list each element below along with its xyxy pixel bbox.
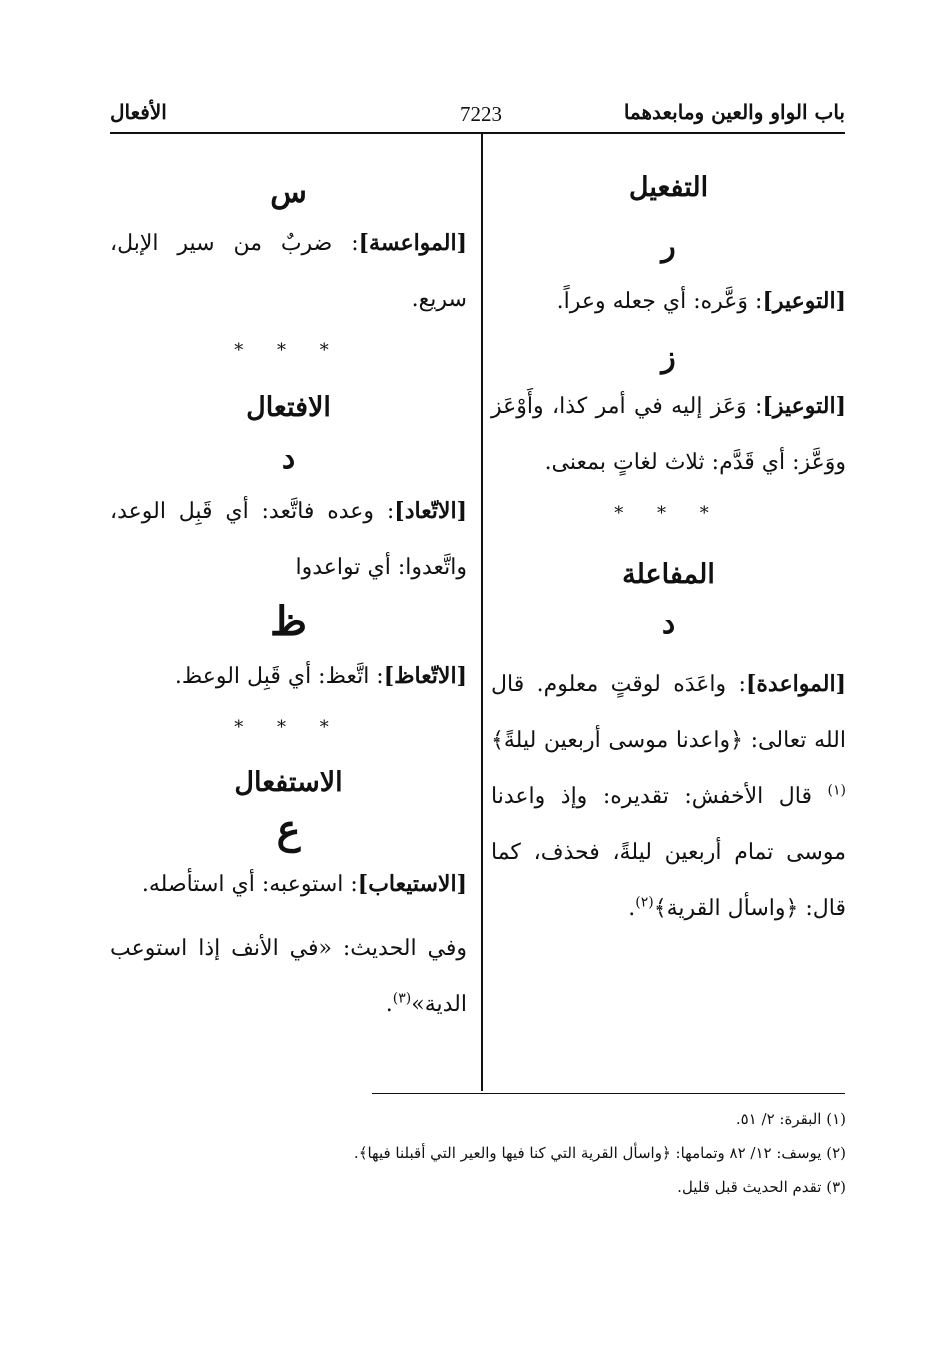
entry-text: : ضربٌ من سير الإبل، سريع.	[110, 231, 467, 312]
entry-text: .	[628, 896, 636, 922]
entry-istiaab	[110, 856, 467, 913]
letter-heading-za: ظ	[270, 598, 307, 646]
entry-term: [الاستيعاب]	[357, 871, 467, 898]
section-separator-stars: * * *	[234, 340, 343, 361]
left-column	[110, 175, 467, 1033]
footnote-rule	[372, 1093, 845, 1094]
footnote-ref-3: (٣)	[392, 990, 412, 1007]
entry-text: : وَعَّره: أي جعله وعراً.	[556, 289, 763, 315]
section-title-mufa-ala: المفاعلة	[622, 559, 715, 591]
section-title-ifti-al: الافتعال	[246, 392, 331, 423]
letter-heading-zay: ز	[661, 340, 676, 376]
footnote-ref-2: (٢)	[635, 894, 654, 911]
entry-text: .	[385, 992, 393, 1018]
entry-term: [الاتّعاد]	[394, 498, 467, 525]
column-divider	[481, 133, 483, 1091]
section-separator-stars: * * *	[234, 717, 343, 739]
entry-hadith	[110, 921, 467, 1033]
entry-text: : وعده فاتَّعد: أي قَبِل الوعد، واتَّعدوا: أي تواعدوا	[110, 499, 467, 581]
right-column	[491, 170, 846, 937]
footnote-3: (٣) تقدم الحديث قبل قليل.	[677, 1178, 846, 1196]
entry-term: [التوعير]	[762, 288, 846, 315]
entry-text: : استوعبه: أي استأصله.	[141, 872, 358, 898]
page-header	[110, 100, 845, 132]
entry-tawir	[491, 273, 846, 330]
section-title-taf-il: التفعيل	[628, 172, 709, 203]
entry-text: : واعَدَه لوقتٍ معلوم. قال الله تعالى: ﴿واعدنا موسى أربعين ليلةً﴾	[491, 672, 846, 754]
letter-heading-dal: د	[281, 441, 296, 477]
entry-term: [المواعسة]	[358, 230, 467, 256]
entry-text: وفي الحديث: «في الأنف إذا استوعب الدية»	[110, 936, 467, 1018]
letter-heading-ain: ع	[276, 806, 301, 854]
header-rule	[110, 132, 845, 134]
section-title-istif-al: الاستفعال	[234, 767, 343, 799]
entry-ittiaaz	[110, 648, 467, 705]
footnotes	[106, 1102, 846, 1204]
page-number: 7223	[460, 102, 502, 126]
entry-muwaada	[491, 656, 846, 937]
letter-heading-sin: س	[270, 175, 307, 210]
footnote-2: (٢) يوسف: ١٢/ ٨٢ وتمامها: ﴿واسأل القرية التي كنا فيها والعير التي أقبلنا فيها﴾.	[353, 1144, 846, 1162]
letter-heading-ra: ر	[661, 229, 676, 265]
section-separator-stars: * * *	[614, 503, 723, 525]
entry-tawiz	[491, 378, 846, 491]
entry-text: : اتَّعظ: أي قَبِل الوعظ.	[174, 664, 384, 690]
entry-ittiaad	[110, 483, 467, 596]
footnote-1: (١) البقرة: ٢/ ٥١.	[735, 1110, 846, 1128]
footnote-ref-1: (١)	[827, 782, 846, 799]
letter-heading-dal: د	[661, 606, 676, 642]
entry-muwaasa	[110, 215, 467, 328]
entry-term: [الاتّعاظ]	[383, 663, 467, 690]
entry-text: : وَعَز إليه في أمر كذا، وأَوْعَز ووَعَّز: أي قَدَّم: ثلاث لغاتٍ بمعنى.	[491, 394, 846, 476]
running-title-left: الأفعال	[110, 100, 167, 124]
entry-text: قال الأخفش: تقديره: وإذ واعدنا موسى تمام أربعين ليلةً، فحذف، كما قال: ﴿واسأل القرية﴾	[491, 784, 846, 922]
running-title-right: باب الواو والعين ومابعدهما	[623, 100, 845, 124]
entry-term: [التوعيز]	[762, 393, 846, 420]
entry-term: [المواعدة]	[745, 671, 846, 698]
